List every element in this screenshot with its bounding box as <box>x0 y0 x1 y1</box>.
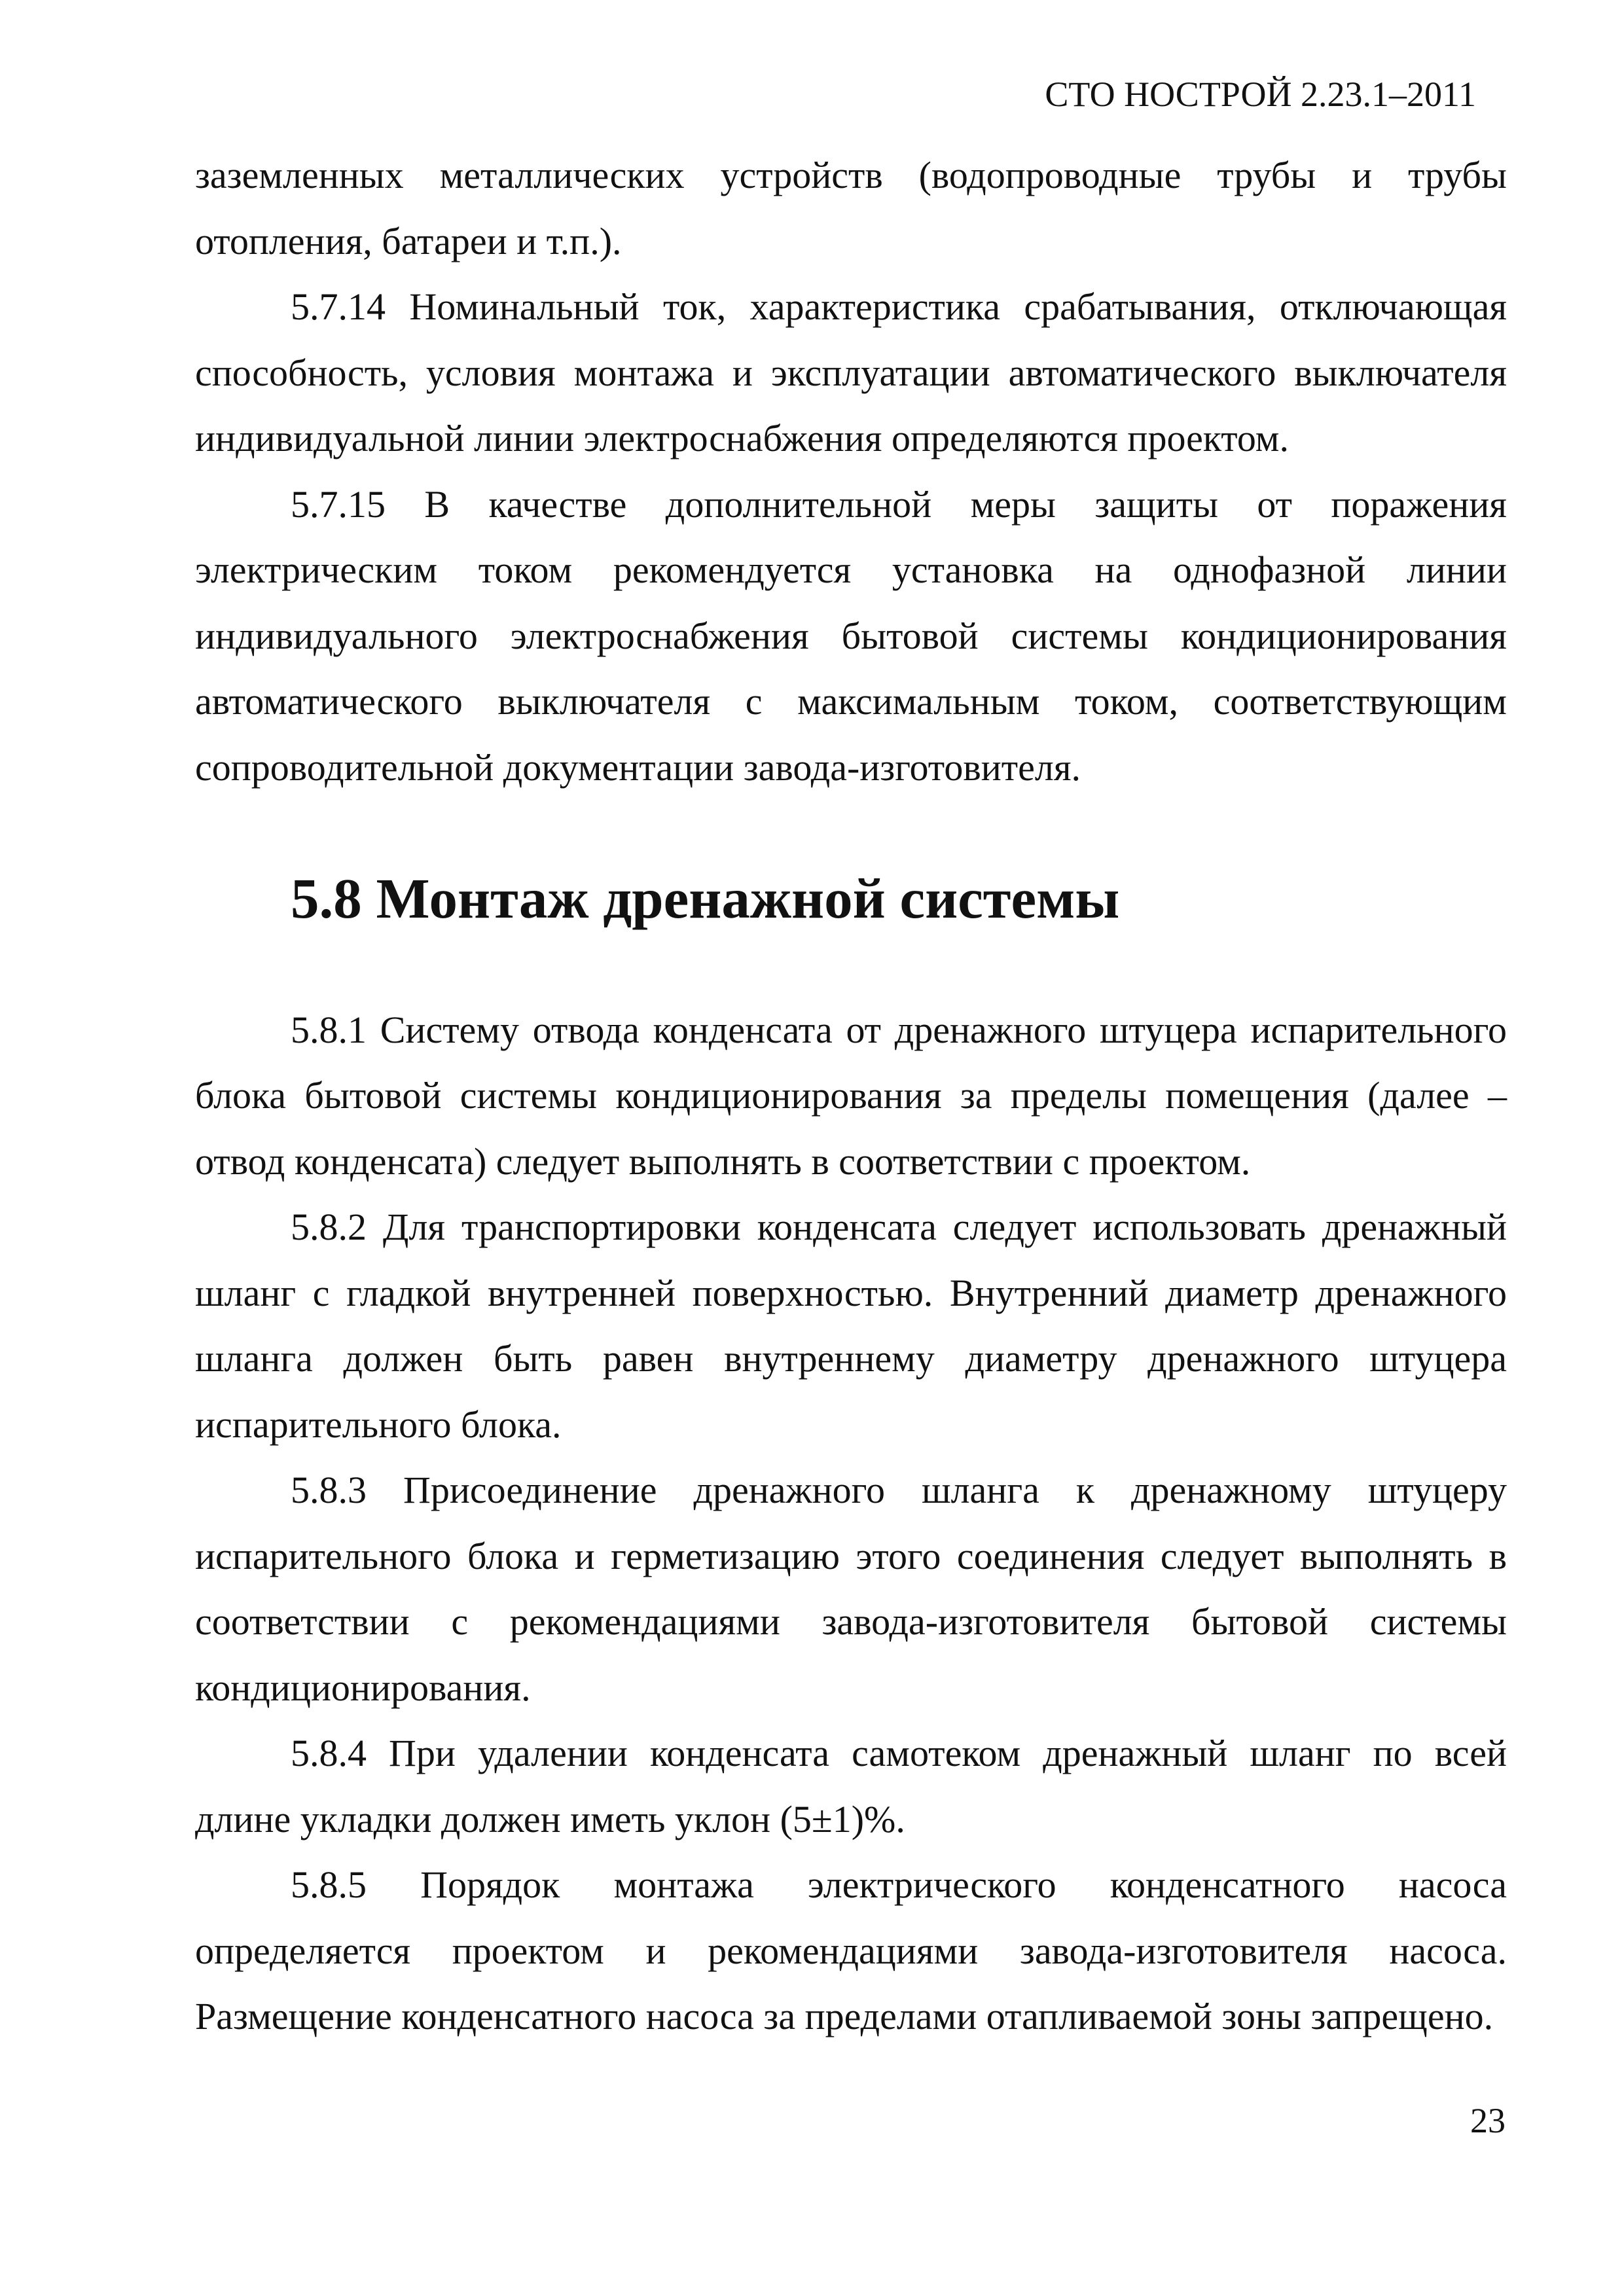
paragraph-5-8-4: 5.8.4 При удалении конденсата самотеком дренажный шланг по всей длине укладки должен иметь уклон (5±1)%. <box>195 1732 1507 1840</box>
page-number: 23 <box>1470 2101 1506 2140</box>
spacer <box>195 800 1507 866</box>
paragraph-5-8-5: 5.8.5 Порядок монтажа электрического конденсатного насоса определяется проектом и рекомендациями завода-изготовителя насоса. Размещение конденсатного насоса за пределами отапливаемой зоны запрещено. <box>195 1863 1507 2037</box>
paragraph-5-8-2: 5.8.2 Для транспортировки конденсата следует использовать дренажный шланг с гладкой внутренней поверхностью. Внутренний диаметр дренажного шланга должен быть равен внутреннему диаметру дренажного штуцера испарительного блока. <box>195 1206 1507 1446</box>
paragraph-5-7-15: 5.7.15 В качестве дополнительной меры защиты от поражения электрическим током рекомендуется установка на однофазной линии индивидуального электроснабжения бытовой системы кондиционирования автоматического выключателя с максимальным током, соответствующим сопроводительной документации завода-изготовителя. <box>195 482 1507 789</box>
paragraph-continuation: заземленных металлических устройств (водопроводные трубы и трубы отопления, батареи и т.п.). <box>195 154 1507 262</box>
document-code-header: СТО НОСТРОЙ 2.23.1–2011 <box>1045 75 1476 114</box>
paragraph-5-8-3: 5.8.3 Присоединение дренажного шланга к дренажному штуцеру испарительного блока и герметизацию этого соединения следует выполнять в соответствии с рекомендациями завода-изготовителя бытовой системы кондиционирования. <box>195 1469 1507 1709</box>
document-body <box>195 143 1507 2050</box>
paragraph-5-8-1: 5.8.1 Систему отвода конденсата от дренажного штуцера испарительного блока бытовой системы кондиционирования за пределы помещения (далее – отвод конденсата) следует выполнять в соответствии с проектом. <box>195 1008 1507 1183</box>
section-heading-5-8: 5.8 Монтаж дренажной системы <box>291 867 1120 930</box>
spacer <box>195 932 1507 997</box>
paragraph-5-7-14: 5.7.14 Номинальный ток, характеристика срабатывания, отключающая способность, условия монтажа и эксплуатации автоматического выключателя индивидуальной линии электроснабжения определяются проектом. <box>195 285 1507 459</box>
